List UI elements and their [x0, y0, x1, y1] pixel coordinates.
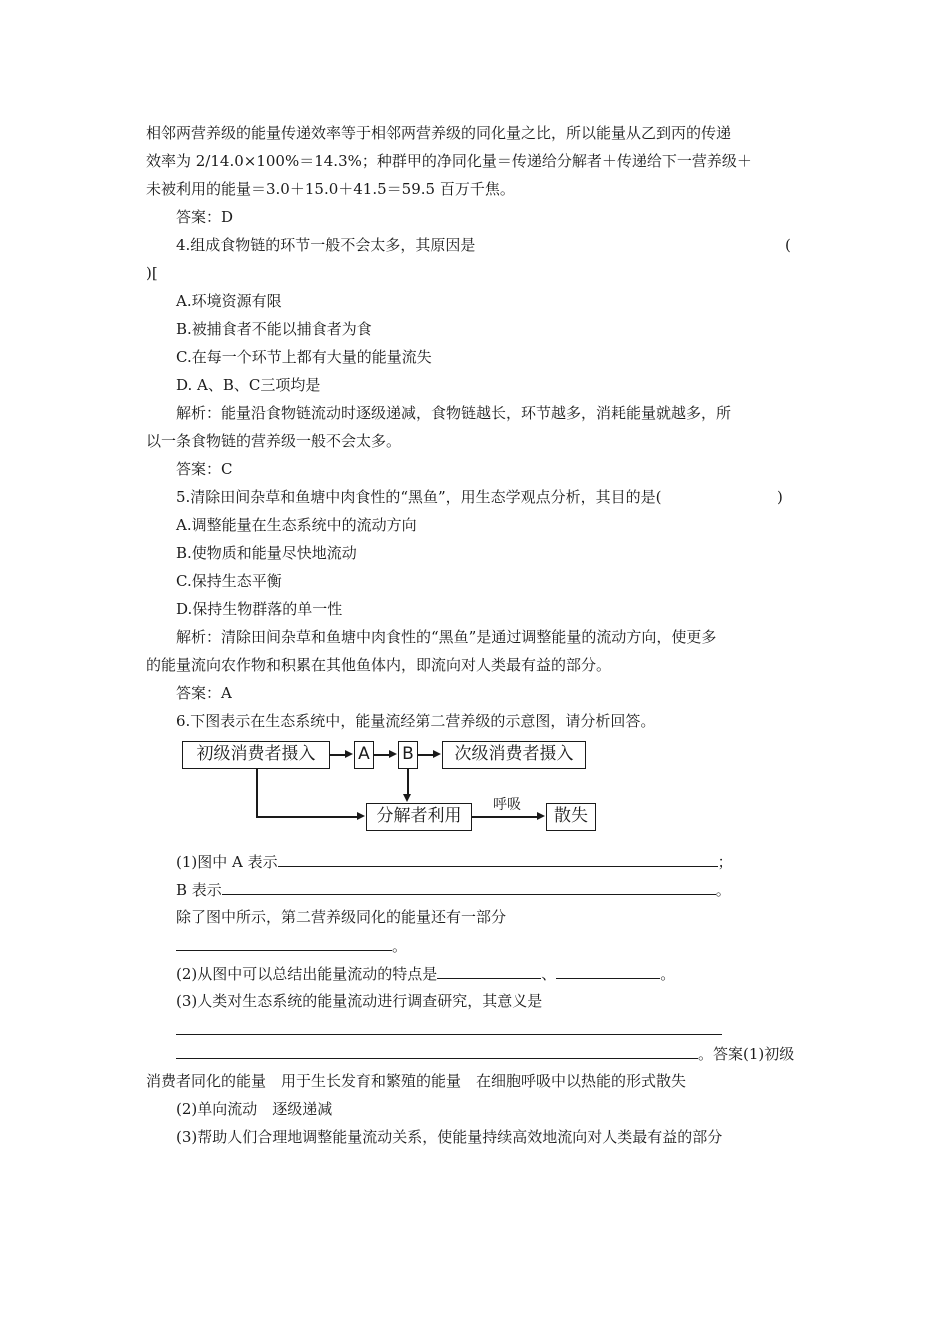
respiration-label: 呼吸	[493, 797, 521, 813]
connector-left-head	[357, 812, 365, 820]
arrow-b-down-head	[403, 794, 411, 802]
q4-analysis-2: 以一条食物链的营养级一般不会太多。	[146, 432, 402, 450]
connector-left-horizontal	[256, 816, 358, 818]
q6-part1-c-blank-line	[176, 935, 407, 956]
box-a: A	[354, 741, 374, 769]
q5-analysis-1: 解析：清除田间杂草和鱼塘中肉食性的“黑鱼”是通过调整能量的流动方向，使更多	[176, 628, 717, 646]
q6-part2-label: (2)从图中可以总结出能量流动的特点是	[176, 965, 438, 983]
q6-part1-b	[176, 879, 731, 900]
q6-part1-a-label: (1)图中 A 表示	[176, 853, 278, 871]
q6-part3-end: 。答案(1)初级	[698, 1045, 795, 1063]
answer-blank-feature-2[interactable]	[556, 963, 660, 979]
q5-option-b: B.使物质和能量尽快地流动	[176, 544, 357, 562]
arrow-line-1	[330, 754, 346, 756]
q5-answer: 答案：A	[176, 684, 232, 702]
arrow-line-2	[374, 754, 390, 756]
q5-analysis-2: 的能量流向农作物和积累在其他鱼体内，即流向对人类最有益的部分。	[146, 656, 612, 674]
answer-blank-b[interactable]	[222, 879, 716, 895]
intro-line-3: 未被利用的能量＝3.0＋15.0＋41.5＝59.5 百万千焦。	[146, 180, 515, 198]
q6-part1-c-end: 。	[392, 937, 408, 955]
q4-option-c: C.在每一个环节上都有大量的能量流失	[176, 348, 432, 366]
q4-option-a: A.环境资源有限	[176, 292, 282, 310]
arrow-b-down-line	[407, 769, 409, 795]
answer-blank-significance-2[interactable]	[176, 1043, 698, 1059]
answer-blank-a[interactable]	[278, 851, 718, 867]
q5-stem-close: )	[777, 488, 783, 506]
box-b: B	[398, 741, 418, 769]
answer-blank-c[interactable]	[176, 935, 392, 951]
q4-option-d: D. A、B、C三项均是	[176, 376, 321, 394]
arrow-respiration-head	[537, 812, 545, 820]
arrow-line-3	[418, 754, 434, 756]
q6-part1-c: 除了图中所示，第二营养级同化的能量还有一部分	[176, 908, 507, 926]
intro-line-1: 相邻两营养级的能量传递效率等于相邻两营养级的同化量之比，所以能量从乙到丙的传递	[146, 124, 732, 142]
answer-blank-feature-1[interactable]	[437, 963, 541, 979]
intro-answer: 答案：D	[176, 208, 234, 226]
q6-part1-b-end: 。	[715, 881, 731, 899]
arrow-head-3	[433, 750, 441, 758]
q4-paren-open: (	[785, 236, 791, 254]
q5-option-c: C.保持生态平衡	[176, 572, 282, 590]
q6-part1-a-end: ；	[717, 853, 733, 871]
arrow-head-2	[389, 750, 397, 758]
q4-paren-close: )[	[146, 264, 158, 282]
q6-part3-blank-line-1	[176, 1019, 722, 1040]
connector-left-vertical	[256, 769, 258, 817]
q5-option-d: D.保持生物群落的单一性	[176, 600, 343, 618]
q6-part1-a	[176, 851, 733, 872]
q6-part2-sep: 、	[541, 965, 557, 983]
q6-part3: (3)人类对生态系统的能量流动进行调查研究，其意义是	[176, 992, 543, 1010]
answer-blank-significance-1[interactable]	[176, 1019, 722, 1035]
q6-answer-2: (2)单向流动 逐级递减	[176, 1100, 333, 1118]
arrow-respiration-line	[472, 816, 538, 818]
q6-part2-end: 。	[660, 965, 676, 983]
q6-answer-1: 消费者同化的能量 用于生长发育和繁殖的能量 在细胞呼吸中以热能的形式散失	[146, 1072, 687, 1090]
box-decomposer: 分解者利用	[366, 803, 472, 831]
q4-answer: 答案：C	[176, 460, 233, 478]
q6-part3-blank-line-2	[176, 1043, 794, 1064]
q4-stem: 4.组成食物链的环节一般不会太多，其原因是	[176, 236, 476, 254]
q4-analysis-1: 解析：能量沿食物链流动时逐级递减，食物链越长，环节越多，消耗能量就越多，所	[176, 404, 732, 422]
box-secondary-consumer-intake: 次级消费者摄入	[442, 741, 586, 769]
intro-line-2: 效率为 2/14.0×100%＝14.3%；种群甲的净同化量＝传递给分解者＋传递给下一营养级＋	[146, 152, 752, 170]
q6-part1-b-label: B 表示	[176, 881, 222, 899]
q5-stem: 5.清除田间杂草和鱼塘中肉食性的“黑鱼”，用生态学观点分析，其目的是(	[176, 488, 662, 506]
arrow-head-1	[345, 750, 353, 758]
q6-answer-3: (3)帮助人们合理地调整能量流动关系，使能量持续高效地流向对人类最有益的部分	[176, 1128, 723, 1146]
q5-option-a: A.调整能量在生态系统中的流动方向	[176, 516, 417, 534]
box-dissipation: 散失	[546, 803, 596, 831]
q4-option-b: B.被捕食者不能以捕食者为食	[176, 320, 372, 338]
box-primary-consumer-intake: 初级消费者摄入	[182, 741, 330, 769]
q6-stem: 6.下图表示在生态系统中，能量流经第二营养级的示意图，请分析回答。	[176, 712, 656, 730]
q6-part2	[176, 963, 675, 984]
